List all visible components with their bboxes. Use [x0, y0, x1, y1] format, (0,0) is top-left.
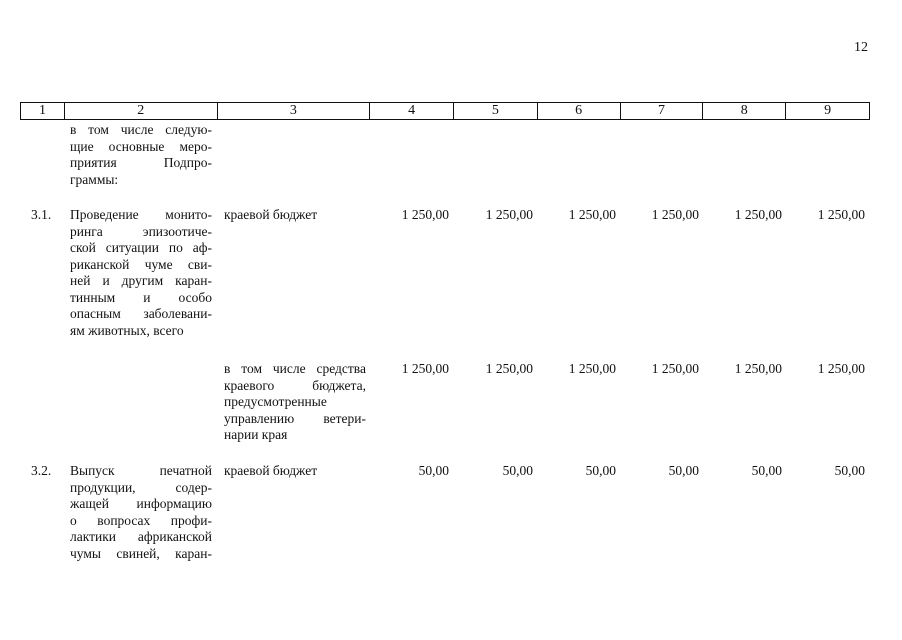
source-line: краевой бюджет [224, 207, 318, 222]
intro-line: в том числе следую- [70, 122, 212, 137]
value-col-5: 1 250,00 [485, 361, 533, 376]
table-header-row [20, 102, 870, 120]
value-col-4: 1 250,00 [401, 207, 449, 222]
intro-line: щие основные меро- [70, 138, 212, 154]
value-col-9: 50,00 [834, 463, 865, 478]
value-col-5: 50,00 [502, 463, 533, 478]
value-col-5: 1 250,00 [485, 207, 533, 222]
header-col-9: 9 [785, 103, 869, 119]
source-line: краевого бюджета, [224, 377, 366, 393]
name-line: Выпуск печатной [70, 463, 212, 478]
name-line: лактики африканской [70, 529, 212, 544]
header-col-1: 1 [38, 103, 46, 118]
value-col-4: 50,00 [418, 463, 449, 478]
source-line: краевой бюджет [224, 463, 318, 478]
name-line: ринга эпизоотиче- [70, 223, 212, 239]
header-col-2: 2 [64, 103, 217, 119]
header-col-6: 6 [537, 103, 620, 119]
intro-line: приятия Подпро- [70, 155, 212, 170]
name-line: продукции, содер- [70, 479, 212, 495]
page-number: 12 [854, 40, 868, 55]
name-line: о вопросах профи- [70, 512, 212, 528]
header-col-7: 7 [620, 103, 703, 119]
row-number: 3.1. [31, 207, 52, 222]
row-funding-source [224, 361, 366, 444]
source-line: управлению ветери- [224, 410, 366, 426]
row-funding-source [224, 463, 366, 480]
row-funding-source [224, 207, 366, 224]
value-col-6: 50,00 [585, 463, 616, 478]
value-col-9: 1 250,00 [817, 361, 865, 376]
name-line: ской ситуации по аф- [70, 240, 212, 255]
value-col-8: 1 250,00 [734, 207, 782, 222]
intro-line: граммы: [70, 171, 119, 187]
source-line: предусмотренные [224, 394, 327, 409]
name-line: тинным и особо [70, 289, 212, 305]
source-line: в том числе средства [224, 361, 366, 376]
value-col-8: 1 250,00 [734, 361, 782, 376]
value-col-9: 1 250,00 [817, 207, 865, 222]
header-col-5: 5 [453, 103, 537, 119]
row-activity-name [70, 207, 212, 339]
row-activity-name [70, 463, 212, 562]
intro-text [70, 122, 212, 188]
name-line: опасным заболевани- [70, 306, 212, 321]
name-line: ям животных, всего [70, 322, 184, 338]
value-col-7: 1 250,00 [651, 207, 699, 222]
name-line: ней и другим каран- [70, 273, 212, 288]
value-col-6: 1 250,00 [568, 207, 616, 222]
name-line: чумы свиней, каран- [70, 545, 212, 561]
header-col-4: 4 [369, 103, 453, 119]
value-col-6: 1 250,00 [568, 361, 616, 376]
source-line: нарии края [224, 427, 288, 442]
header-col-3: 3 [217, 103, 370, 119]
name-line: Проведение монито- [70, 207, 212, 222]
name-line: жащей информацию [70, 496, 212, 511]
value-col-7: 50,00 [668, 463, 699, 478]
name-line: риканской чуме сви- [70, 256, 212, 272]
row-number: 3.2. [31, 463, 52, 478]
header-col-8: 8 [702, 103, 785, 119]
value-col-7: 1 250,00 [651, 361, 699, 376]
value-col-8: 50,00 [751, 463, 782, 478]
value-col-4: 1 250,00 [401, 361, 449, 376]
